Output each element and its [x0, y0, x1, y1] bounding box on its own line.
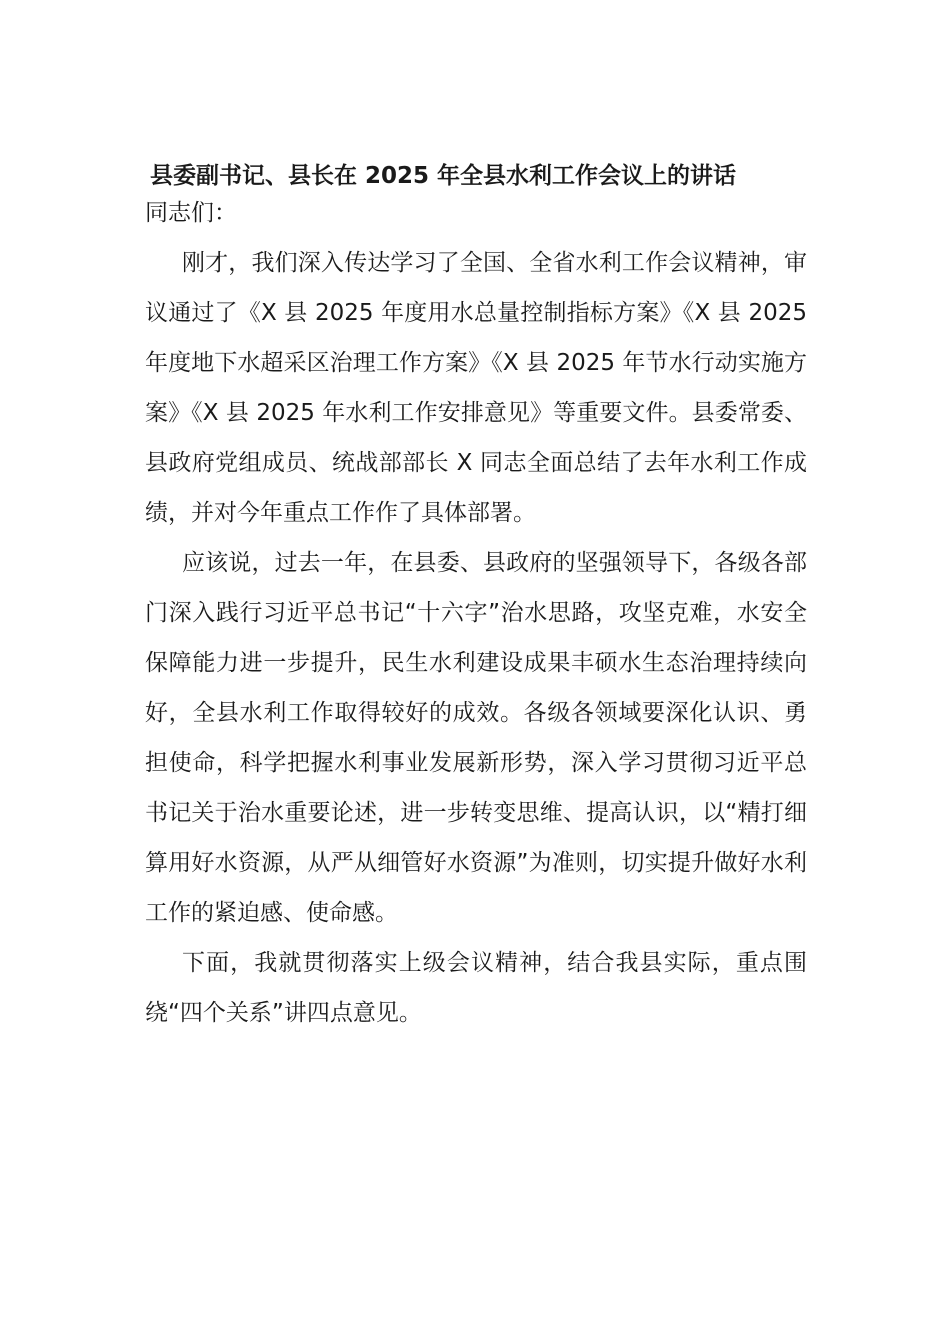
paragraph-1: 刚才，我们深入传达学习了全国、全省水利工作会议精神，审议通过了《X 县 2025 年度用水总量控制指标方案》《X 县 2025 年度地下水超采区治理工作方案》《X 县 2025 年节水行动实施方案》《X 县 2025 年水利工作安排意见》等重要文件。县委常委、县政府党组成员、统战部部长 X 同志全面总结了去年水利工作成绩，并对今年重点工作作了具体部署。 [145, 250, 807, 526]
paragraph-3: 下面，我就贯彻落实上级会议精神，结合我县实际，重点围绕“四个关系”讲四点意见。 [145, 950, 807, 1026]
paragraph-2: 应该说，过去一年，在县委、县政府的坚强领导下，各级各部门深入践行习近平总书记“十六字”治水思路，攻坚克难，水安全保障能力进一步提升，民生水利建设成果丰硕水生态治理持续向好，全县水利工作取得较好的成效。各级各领域要深化认识、勇担使命，科学把握水利事业发展新形势，深入学习贯彻习近平总书记关于治水重要论述，进一步转变思维、提高认识，以“精打细算用好水资源，从严从细管好水资源”为准则，切实提升做好水利工作的紧迫感、使命感。 [145, 550, 807, 926]
salutation: 同志们： [145, 200, 237, 226]
document-title: 县委副书记、县长在 2025 年全县水利工作会议上的讲话 [150, 163, 737, 189]
document-body [145, 188, 807, 1038]
